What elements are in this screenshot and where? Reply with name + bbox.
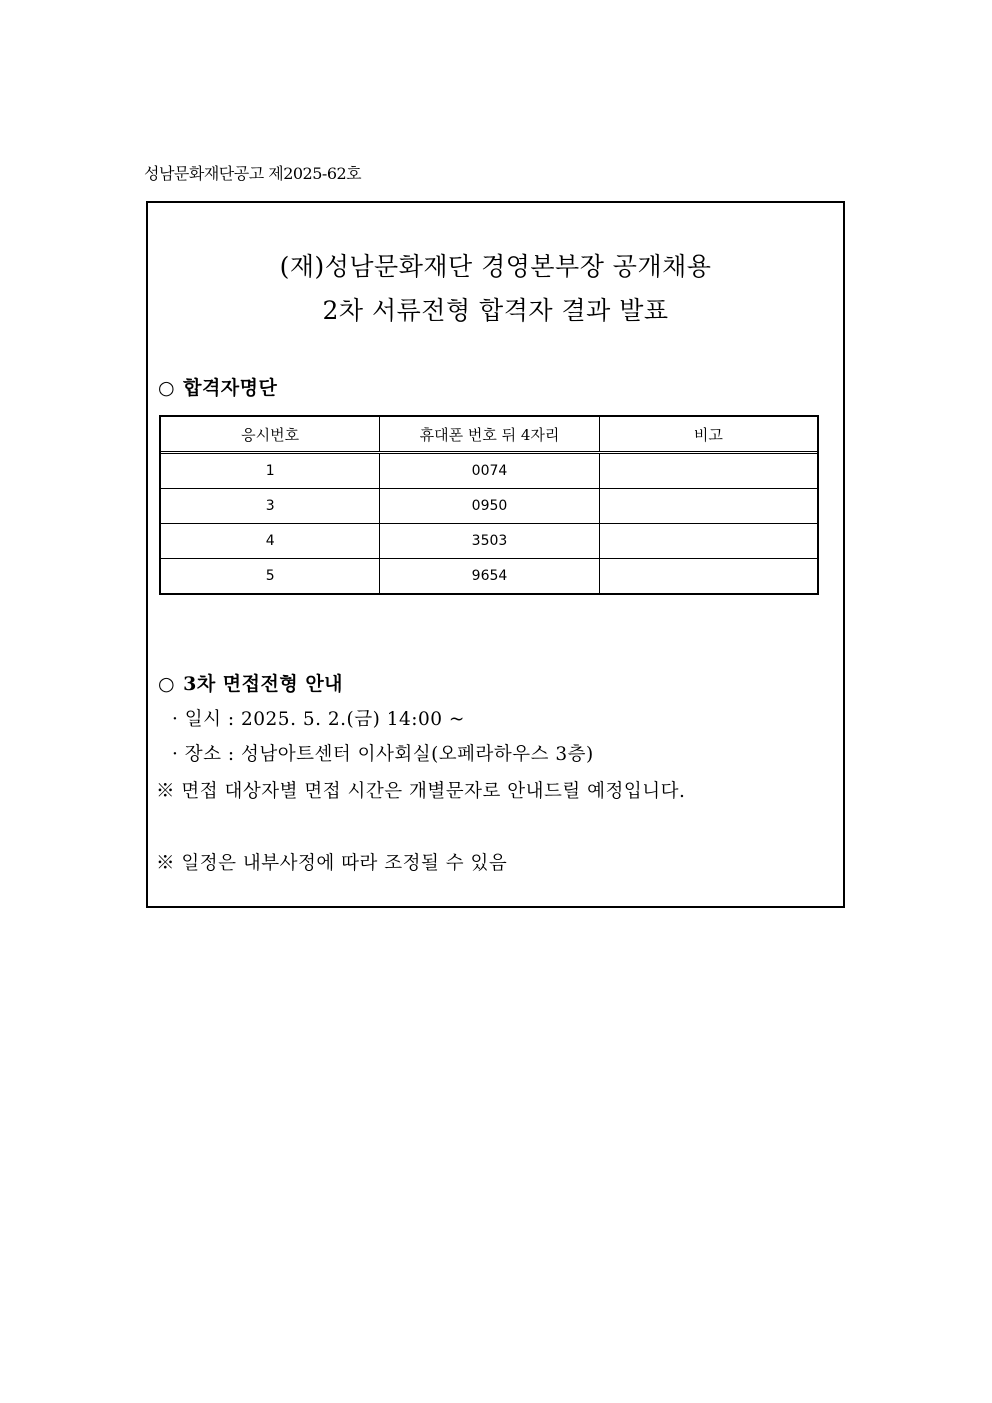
table-row [161,524,818,559]
applicant-number-cell: 3 [161,489,380,524]
phone-last4-cell: 0074 [380,453,599,489]
page-title-line2: 2차 서류전형 합격자 결과 발표 [322,296,669,325]
interview-place-line: · 장소 : 성남아트센터 이사회실(오페라하우스 3층) [172,744,594,765]
applicant-number-cell: 5 [161,559,380,594]
notice-number: 성남문화재단공고 제2025-62호 [144,164,362,183]
column-header-applicant-number: 응시번호 [161,417,380,453]
table-row [161,489,818,524]
table-row [161,559,818,594]
table-header-row [161,417,818,453]
remarks-cell [599,489,817,524]
circle-bullet-icon: ○ [158,377,176,399]
page-title-line1: (재)성남문화재단 경영본부장 공개채용 [279,252,712,281]
applicant-number-cell: 4 [161,524,380,559]
remarks-cell [599,559,817,594]
phone-last4-cell: 0950 [380,489,599,524]
applicant-number-cell: 1 [161,453,380,489]
phone-last4-cell: 3503 [380,524,599,559]
section-heading-text: 합격자명단 [183,377,278,399]
remarks-cell [599,524,817,559]
announcement-box [146,201,845,908]
column-header-remarks: 비고 [599,417,817,453]
section-heading-text: 3차 면접전형 안내 [183,673,344,695]
pass-list-table [160,416,818,594]
circle-bullet-icon: ○ [158,673,176,695]
remarks-cell [599,453,817,489]
column-header-phone-last4: 휴대폰 번호 뒤 4자리 [380,417,599,453]
interview-date-line: · 일시 : 2025. 5. 2.(금) 14:00 ~ [172,709,465,730]
section-heading-interview [158,669,343,696]
phone-last4-cell: 9654 [380,559,599,594]
schedule-change-note: ※ 일정은 내부사정에 따라 조정될 수 있음 [156,853,508,874]
table-row [161,453,818,489]
section-heading-pass-list [158,373,277,400]
interview-time-note: ※ 면접 대상자별 면접 시간은 개별문자로 안내드릴 예정입니다. [156,781,686,802]
